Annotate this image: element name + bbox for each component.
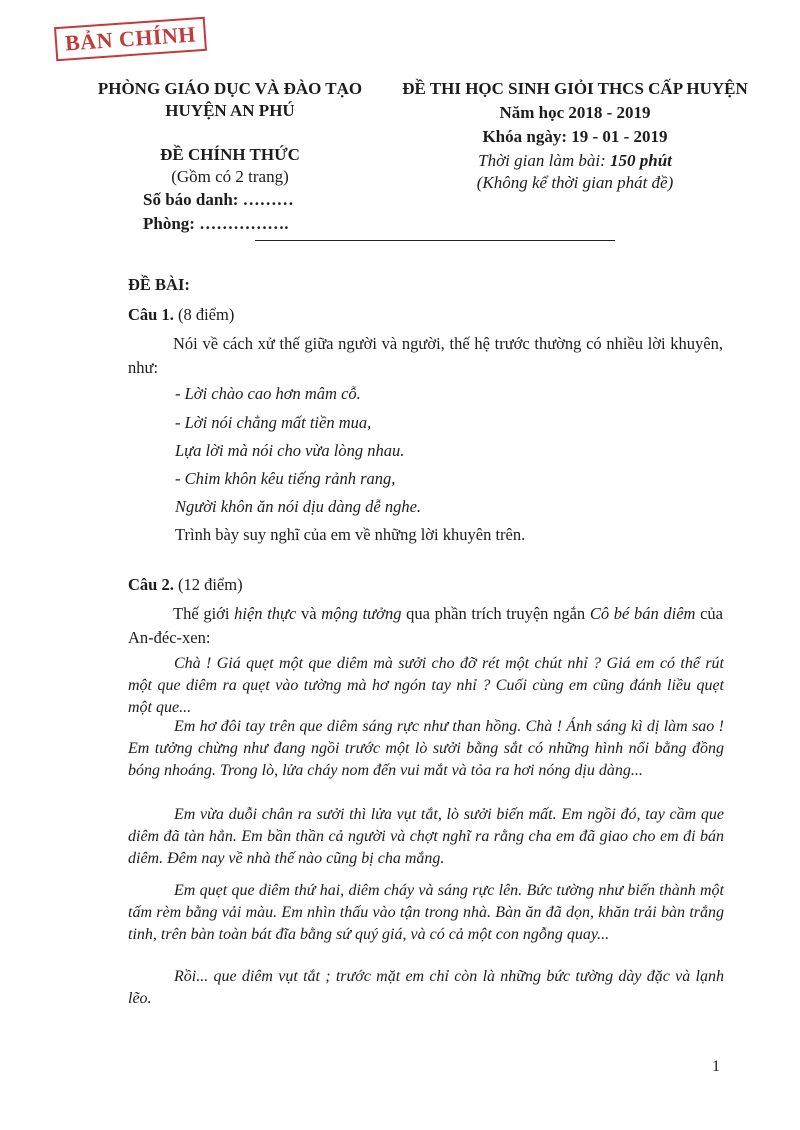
ban-chinh-stamp: BẢN CHÍNH (54, 17, 207, 61)
quote-line: Người khôn ăn nói dịu dàng dễ nghe. (175, 497, 422, 516)
quote-line: Lựa lời mà nói cho vừa lòng nhau. (175, 441, 405, 460)
header-right (385, 78, 765, 194)
intro-text: và (296, 604, 322, 623)
time-label: Thời gian làm bài: (478, 151, 610, 170)
department-name: PHÒNG GIÁO DỤC VÀ ĐÀO TẠO (97, 79, 363, 98)
time-value: 150 phút (609, 151, 672, 170)
time-note: (Không kể thời gian phát đề) (476, 173, 674, 192)
official-label: ĐỀ CHÍNH THỨC (160, 145, 300, 164)
time-allowed (385, 150, 765, 172)
page-number: 1 (712, 1058, 720, 1075)
intro-dream-term: mộng tưởng (321, 604, 402, 623)
question-2-heading (128, 575, 243, 595)
question-1-points: (8 điểm) (173, 305, 235, 324)
question-1-label: Câu 1. (128, 305, 174, 324)
question-2-points: (12 điểm) (173, 575, 243, 594)
question-1-task: Trình bày suy nghĩ của em về những lời khuyên trên. (175, 525, 526, 544)
question-2-intro (128, 602, 723, 650)
question-1-intro: Nói về cách xử thế giữa người và người, thế hệ trước thường có nhiều lời khuyên, như: (128, 334, 723, 377)
quote-line: - Chim khôn kêu tiếng rảnh rang, (175, 469, 396, 488)
exam-heading: ĐỀ BÀI: (128, 275, 190, 294)
header-left (80, 78, 380, 236)
quote-line: - Lời chào cao hơn mâm cỗ. (175, 384, 361, 403)
room-field: Phòng: ……………. (143, 214, 289, 233)
quote-line: - Lời nói chẳng mất tiền mua, (175, 413, 372, 432)
excerpt-paragraph: Chà ! Giá quẹt một que diêm mà sưởi cho đỡ rét một chút nhỉ ? Giá em có thể rút một que diêm ra quẹt vào tường mà hơ ngón tay nhỉ ? Cuối cùng em cũng đánh liều quẹt một que... (128, 655, 724, 716)
excerpt-paragraph: Em vừa duỗi chân ra sưởi thì lửa vụt tắt, lò sưởi biến mất. Em ngồi đó, tay cầm que diêm đã tàn hẳn. Em bần thần cả người và chợt nghĩ ra rằng cha em đã giao cho em đi bán diêm. Đêm nay về nhà thế nào cũng bị cha mắng. (128, 806, 724, 867)
intro-real-term: hiện thực (234, 604, 297, 623)
header-divider (255, 240, 615, 241)
excerpt-paragraph: Em quẹt que diêm thứ hai, diêm cháy và sáng rực lên. Bức tường như biến thành một tấm rèm bằng vải màu. Em nhìn thấu vào tận trong nhà. Bàn ăn đã dọn, khăn trải bàn trắng tinh, trên bàn toàn bát đĩa bằng sứ quý giá, và có cả một con ngỗng quay... (128, 882, 724, 943)
intro-text: Thế giới (173, 604, 235, 623)
district-name: HUYỆN AN PHÚ (165, 101, 295, 120)
official-block (80, 144, 380, 188)
exam-date: Khóa ngày: 19 - 01 - 2019 (482, 127, 668, 146)
question-2-label: Câu 2. (128, 575, 174, 594)
excerpt-paragraph: Rồi... que diêm vụt tắt ; trước mặt em chỉ còn là những bức tường dày đặc và lạnh lẽo. (128, 968, 724, 1007)
excerpt-paragraph: Em hơ đôi tay trên que diêm sáng rực như than hồng. Chà ! Ánh sáng kì dị làm sao ! Em tưởng chừng như đang ngồi trước một lò sưởi bằng sắt có những hình nổi bằng đồng bóng nhoáng. Trong lò, lửa cháy nom đến vui mắt và tỏa ra hơi nóng dịu dàng... (128, 718, 724, 779)
intro-text: qua phần trích truyện ngắn (401, 604, 590, 623)
story-title: Cô bé bán diêm (589, 604, 696, 623)
school-year: Năm học 2018 - 2019 (499, 103, 651, 122)
question-1-heading (128, 305, 234, 325)
exam-title: ĐỀ THI HỌC SINH GIỎI THCS CẤP HUYỆN (402, 79, 748, 98)
intro-text: của An-đéc-xen: (128, 604, 724, 647)
candidate-number: Số báo danh: ……… (143, 190, 294, 209)
pages-note: (Gồm có 2 trang) (171, 167, 289, 186)
